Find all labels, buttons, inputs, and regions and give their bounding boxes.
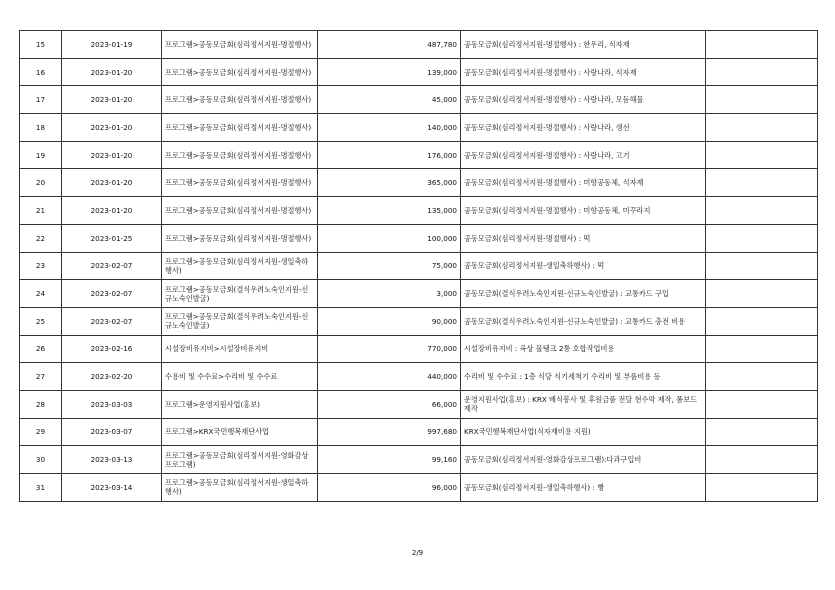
- row-date: 2023-02-07: [62, 307, 162, 335]
- row-note: [706, 58, 818, 86]
- row-account: 프로그램>공동모금회(심리정서지원-영화감상프로그램): [162, 446, 318, 474]
- row-number: 25: [20, 307, 62, 335]
- row-number: 20: [20, 169, 62, 197]
- row-date: 2023-01-25: [62, 224, 162, 252]
- row-note: [706, 141, 818, 169]
- row-amount: 770,000: [318, 335, 461, 363]
- row-date: 2023-01-20: [62, 114, 162, 142]
- row-description: 공동모금회(심리정서지원-명절행사) : 사랑나라, 식자재: [461, 58, 706, 86]
- ledger-table: [19, 30, 818, 502]
- row-account: 프로그램>공동모금회(심리정서지원-생일축하행사): [162, 474, 318, 502]
- row-description: 공동모금회(심리정서지원-명절행사) : 사랑나라, 생선: [461, 114, 706, 142]
- table-row: [20, 114, 818, 142]
- row-number: 28: [20, 390, 62, 418]
- row-account: 프로그램>공동모금회(심리정서지원-명절행사): [162, 86, 318, 114]
- row-note: [706, 114, 818, 142]
- row-number: 17: [20, 86, 62, 114]
- row-note: [706, 280, 818, 308]
- row-amount: 440,000: [318, 363, 461, 391]
- row-number: 30: [20, 446, 62, 474]
- table-row: [20, 58, 818, 86]
- row-note: [706, 418, 818, 446]
- row-amount: 99,160: [318, 446, 461, 474]
- row-note: [706, 252, 818, 280]
- row-note: [706, 446, 818, 474]
- row-number: 18: [20, 114, 62, 142]
- row-account: 프로그램>운영지원사업(홍보): [162, 390, 318, 418]
- row-date: 2023-01-20: [62, 141, 162, 169]
- table-row: [20, 418, 818, 446]
- table-row: [20, 307, 818, 335]
- table-row: [20, 169, 818, 197]
- table-row: [20, 390, 818, 418]
- row-description: 공동모금회(심리정서지원-영화감상프로그램):다과구입비: [461, 446, 706, 474]
- row-date: 2023-02-07: [62, 252, 162, 280]
- row-account: 프로그램>공동모금회(심리정서지원-명절행사): [162, 141, 318, 169]
- row-note: [706, 307, 818, 335]
- row-description: 공동모금회(결식우려노숙인지원-신규노숙인발굴) : 교통카드 구입: [461, 280, 706, 308]
- row-amount: 3,000: [318, 280, 461, 308]
- row-account: 프로그램>공동모금회(심리정서지원-생일축하행사): [162, 252, 318, 280]
- row-amount: 90,000: [318, 307, 461, 335]
- row-amount: 135,000: [318, 197, 461, 225]
- row-account: 프로그램>공동모금회(결식우려노숙인지원-신규노숙인발굴): [162, 307, 318, 335]
- row-number: 16: [20, 58, 62, 86]
- row-date: 2023-01-19: [62, 31, 162, 59]
- row-description: 공동모금회(심리정서지원-명절행사) : 미향공동체, 식자재: [461, 169, 706, 197]
- row-date: 2023-02-07: [62, 280, 162, 308]
- row-description: 공동모금회(심리정서지원-명절행사) : 사랑나라, 모듬해물: [461, 86, 706, 114]
- table-row: [20, 141, 818, 169]
- row-date: 2023-01-20: [62, 169, 162, 197]
- row-number: 29: [20, 418, 62, 446]
- row-number: 15: [20, 31, 62, 59]
- ledger-body: [20, 31, 818, 502]
- row-amount: 140,000: [318, 114, 461, 142]
- row-note: [706, 86, 818, 114]
- row-description: 공동모금회(결식우려노숙인지원-신규노숙인발굴) : 교통카드 충전 비용: [461, 307, 706, 335]
- table-row: [20, 31, 818, 59]
- row-note: [706, 363, 818, 391]
- table-row: [20, 363, 818, 391]
- row-account: 프로그램>공동모금회(심리정서지원-명절행사): [162, 224, 318, 252]
- row-number: 31: [20, 474, 62, 502]
- row-account: 프로그램>KRX국민행복재단사업: [162, 418, 318, 446]
- row-description: 공동모금회(심리정서지원-명절행사) : 사랑나라, 고기: [461, 141, 706, 169]
- row-description: 공동모금회(심리정서지원-명절행사) : 떡: [461, 224, 706, 252]
- table-row: [20, 197, 818, 225]
- row-account: 프로그램>공동모금회(심리정서지원-명절행사): [162, 58, 318, 86]
- row-note: [706, 169, 818, 197]
- row-note: [706, 390, 818, 418]
- row-description: 공동모금회(심리정서지원-명절행사) : 미향공동체, 미꾸라지: [461, 197, 706, 225]
- row-date: 2023-01-20: [62, 58, 162, 86]
- row-number: 21: [20, 197, 62, 225]
- row-description: 공동모금회(심리정서지원-명절행사) : 한우리, 식자재: [461, 31, 706, 59]
- row-account: 프로그램>공동모금회(심리정서지원-명절행사): [162, 169, 318, 197]
- row-amount: 997,680: [318, 418, 461, 446]
- row-amount: 365,000: [318, 169, 461, 197]
- row-amount: 96,000: [318, 474, 461, 502]
- row-amount: 100,000: [318, 224, 461, 252]
- row-date: 2023-03-14: [62, 474, 162, 502]
- row-date: 2023-02-20: [62, 363, 162, 391]
- row-date: 2023-03-07: [62, 418, 162, 446]
- row-description: 시설장비유지비 : 옥상 물탱크 2통 호합작업비용: [461, 335, 706, 363]
- row-account: 프로그램>공동모금회(결식우려노숙인지원-신규노숙인발굴): [162, 280, 318, 308]
- row-account: 수용비 및 수수료>수리비 및 수수료: [162, 363, 318, 391]
- row-description: KRX국민행복재단사업(식자재비용 지원): [461, 418, 706, 446]
- row-description: 운영지원사업(홍보) : KRX 배식봉사 및 후원금품 전달 현수막 제작, 폼보드 제작: [461, 390, 706, 418]
- row-note: [706, 335, 818, 363]
- row-amount: 75,000: [318, 252, 461, 280]
- row-note: [706, 474, 818, 502]
- row-date: 2023-03-13: [62, 446, 162, 474]
- row-description: 수리비 및 수수료 : 1층 식당 식기세척기 수리비 및 부품비용 등: [461, 363, 706, 391]
- row-account: 시설장비유지비>시설장비유지비: [162, 335, 318, 363]
- table-row: [20, 446, 818, 474]
- table-row: [20, 280, 818, 308]
- row-note: [706, 197, 818, 225]
- row-number: 22: [20, 224, 62, 252]
- table-row: [20, 252, 818, 280]
- row-amount: 45,000: [318, 86, 461, 114]
- row-account: 프로그램>공동모금회(심리정서지원-명절행사): [162, 114, 318, 142]
- row-account: 프로그램>공동모금회(심리정서지원-명절행사): [162, 31, 318, 59]
- row-number: 26: [20, 335, 62, 363]
- row-date: 2023-02-16: [62, 335, 162, 363]
- row-amount: 176,000: [318, 141, 461, 169]
- row-number: 19: [20, 141, 62, 169]
- row-note: [706, 31, 818, 59]
- page-number: 2/9: [411, 549, 424, 557]
- table-row: [20, 86, 818, 114]
- row-amount: 66,000: [318, 390, 461, 418]
- row-number: 23: [20, 252, 62, 280]
- table-row: [20, 335, 818, 363]
- row-number: 27: [20, 363, 62, 391]
- row-number: 24: [20, 280, 62, 308]
- row-description: 공동모금회(심리정서지원-생일축하행사) : 빵: [461, 474, 706, 502]
- row-account: 프로그램>공동모금회(심리정서지원-명절행사): [162, 197, 318, 225]
- row-amount: 487,780: [318, 31, 461, 59]
- row-description: 공동모금회(심리정서지원-생일축하행사) : 떡: [461, 252, 706, 280]
- row-date: 2023-03-03: [62, 390, 162, 418]
- row-date: 2023-01-20: [62, 197, 162, 225]
- row-date: 2023-01-20: [62, 86, 162, 114]
- table-row: [20, 224, 818, 252]
- row-amount: 139,000: [318, 58, 461, 86]
- row-note: [706, 224, 818, 252]
- table-row: [20, 474, 818, 502]
